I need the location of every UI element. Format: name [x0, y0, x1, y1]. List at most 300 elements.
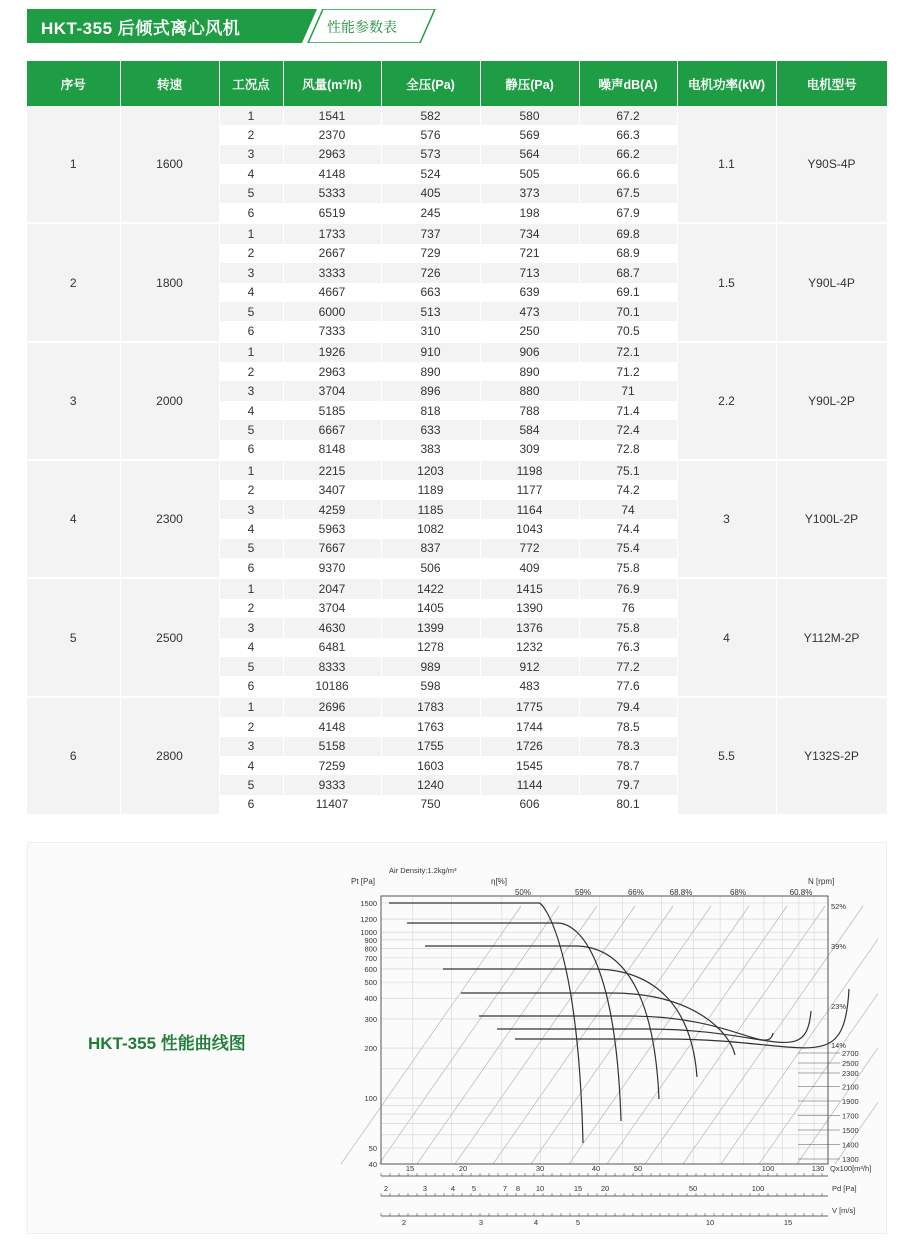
- cell-total-pressure: 818: [381, 401, 480, 420]
- cell-speed: 2300: [120, 460, 219, 578]
- power-percent-label: 23%: [831, 1002, 847, 1011]
- page-title: HKT-355 后倾式离心风机: [41, 19, 241, 38]
- cell-flow: 2667: [283, 244, 381, 263]
- rpm-label: 2100: [842, 1082, 859, 1092]
- cell-flow: 9370: [283, 558, 381, 578]
- cell-noise: 70.5: [579, 321, 677, 341]
- q-axis-label: Qx100[m³/h]: [830, 1164, 872, 1173]
- y-tick-label: 1500: [360, 899, 377, 908]
- cell-noise: 74.2: [579, 480, 677, 499]
- cell-point: 5: [219, 184, 283, 203]
- cell-motor-model: Y90L-4P: [776, 223, 887, 341]
- cell-motor-power: 3: [677, 460, 776, 578]
- pd-tick-label: 8: [515, 1184, 521, 1193]
- pd-tick-label: 5: [471, 1184, 477, 1193]
- cell-noise: 72.1: [579, 342, 677, 362]
- diagonal-line: [531, 906, 711, 1164]
- cell-point: 3: [219, 500, 283, 519]
- cell-motor-model: Y132S-2P: [776, 697, 887, 815]
- cell-motor-power: 1.5: [677, 223, 776, 341]
- diagonal-line: [607, 906, 787, 1164]
- cell-total-pressure: 573: [381, 145, 480, 164]
- cell-flow: 2047: [283, 578, 381, 598]
- cell-total-pressure: 1603: [381, 756, 480, 775]
- cell-motor-power: 1.1: [677, 106, 776, 223]
- cell-point: 4: [219, 283, 283, 302]
- cell-static-pressure: 1390: [480, 599, 579, 618]
- pd-axis-label: Pd [Pa]: [832, 1184, 857, 1193]
- cell-point: 2: [219, 599, 283, 618]
- cell-noise: 68.9: [579, 244, 677, 263]
- cell-point: 1: [219, 342, 283, 362]
- fan-curve: [407, 923, 621, 1121]
- cell-point: 5: [219, 420, 283, 439]
- cell-speed: 2500: [120, 578, 219, 696]
- cell-total-pressure: 1399: [381, 618, 480, 637]
- col-header-flow: 风量(m³/h): [283, 61, 381, 106]
- pd-tick-label: 10: [535, 1184, 545, 1193]
- cell-flow: 5963: [283, 519, 381, 538]
- cell-static-pressure: 890: [480, 362, 579, 381]
- cell-point: 6: [219, 203, 283, 223]
- cell-static-pressure: 1144: [480, 775, 579, 794]
- cell-point: 4: [219, 164, 283, 183]
- cell-flow: 3407: [283, 480, 381, 499]
- cell-total-pressure: 750: [381, 795, 480, 815]
- efficiency-label: 68%: [729, 888, 747, 897]
- cell-noise: 69.8: [579, 223, 677, 243]
- cell-point: 4: [219, 401, 283, 420]
- cell-flow: 3704: [283, 381, 381, 400]
- y-tick-label: 100: [364, 1094, 377, 1104]
- cell-static-pressure: 564: [480, 145, 579, 164]
- y-tick-label: 400: [364, 994, 377, 1004]
- cell-total-pressure: 1240: [381, 775, 480, 794]
- cell-motor-model: Y112M-2P: [776, 578, 887, 696]
- cell-total-pressure: 1189: [381, 480, 480, 499]
- cell-total-pressure: 726: [381, 263, 480, 282]
- cell-total-pressure: 582: [381, 106, 480, 125]
- cell-point: 6: [219, 676, 283, 696]
- air-density-label: Air Density:1.2kg/m³: [389, 866, 457, 875]
- cell-flow: 1733: [283, 223, 381, 243]
- diagonal-line: [379, 906, 559, 1164]
- fan-curve: [461, 993, 735, 1055]
- diagonal-line: [455, 906, 635, 1164]
- cell-point: 3: [219, 263, 283, 282]
- cell-static-pressure: 1232: [480, 638, 579, 657]
- cell-point: 1: [219, 460, 283, 480]
- v-axis-label: V [m/s]: [832, 1206, 856, 1215]
- cell-total-pressure: 383: [381, 440, 480, 460]
- pd-tick-label: 100: [751, 1184, 765, 1193]
- pd-tick-label: 7: [502, 1184, 508, 1193]
- cell-speed: 1600: [120, 106, 219, 223]
- cell-speed: 2000: [120, 342, 219, 460]
- cell-noise: 78.7: [579, 756, 677, 775]
- diagonal-line: [645, 906, 825, 1164]
- pd-tick-label: 50: [688, 1184, 698, 1193]
- efficiency-label: 66%: [627, 888, 645, 897]
- cell-static-pressure: 1376: [480, 618, 579, 637]
- v-tick-label: 15: [783, 1218, 793, 1227]
- cell-static-pressure: 606: [480, 795, 579, 815]
- cell-point: 4: [219, 756, 283, 775]
- cell-noise: 76.9: [579, 578, 677, 598]
- cell-total-pressure: 663: [381, 283, 480, 302]
- cell-static-pressure: 912: [480, 657, 579, 676]
- y-tick-label: 1000: [360, 928, 377, 938]
- table-header-row: [27, 61, 887, 106]
- col-header-speed: 转速: [120, 61, 219, 106]
- cell-no: 3: [27, 342, 120, 460]
- cell-noise: 66.6: [579, 164, 677, 183]
- cell-flow: 4630: [283, 618, 381, 637]
- q-tick-label: 40: [591, 1164, 601, 1173]
- cell-total-pressure: 506: [381, 558, 480, 578]
- cell-noise: 68.7: [579, 263, 677, 282]
- cell-total-pressure: 1763: [381, 717, 480, 736]
- diagonal-line: [417, 906, 597, 1164]
- cell-total-pressure: 1185: [381, 500, 480, 519]
- y-tick-label: 800: [364, 944, 377, 954]
- cell-point: 2: [219, 362, 283, 381]
- cell-point: 1: [219, 106, 283, 125]
- cell-static-pressure: 1415: [480, 578, 579, 598]
- table-row: [27, 578, 887, 598]
- cell-noise: 66.2: [579, 145, 677, 164]
- cell-static-pressure: 734: [480, 223, 579, 243]
- cell-noise: 75.8: [579, 618, 677, 637]
- q-tick-label: 130: [811, 1164, 825, 1173]
- cell-flow: 10186: [283, 676, 381, 696]
- fan-curve: [389, 903, 583, 1143]
- cell-speed: 2800: [120, 697, 219, 815]
- cell-total-pressure: 989: [381, 657, 480, 676]
- cell-static-pressure: 198: [480, 203, 579, 223]
- cell-motor-power: 4: [677, 578, 776, 696]
- cell-static-pressure: 1043: [480, 519, 579, 538]
- cell-static-pressure: 1198: [480, 460, 579, 480]
- cell-motor-model: Y90L-2P: [776, 342, 887, 460]
- cell-noise: 77.2: [579, 657, 677, 676]
- efficiency-label: 60.8%: [789, 888, 813, 897]
- cell-point: 1: [219, 223, 283, 243]
- cell-total-pressure: 890: [381, 362, 480, 381]
- cell-static-pressure: 584: [480, 420, 579, 439]
- cell-static-pressure: 1545: [480, 756, 579, 775]
- cell-noise: 79.4: [579, 697, 677, 717]
- cell-noise: 72.8: [579, 440, 677, 460]
- v-tick-label: 3: [478, 1218, 484, 1227]
- cell-point: 6: [219, 558, 283, 578]
- cell-flow: 2370: [283, 125, 381, 144]
- table-row: [27, 697, 887, 717]
- cell-no: 2: [27, 223, 120, 341]
- cell-static-pressure: 906: [480, 342, 579, 362]
- cell-motor-model: Y90S-4P: [776, 106, 887, 223]
- pd-tick-label: 2: [383, 1184, 389, 1193]
- cell-point: 3: [219, 618, 283, 637]
- cell-point: 6: [219, 795, 283, 815]
- rpm-label: 1700: [842, 1111, 859, 1121]
- q-tick-label: 15: [405, 1164, 415, 1173]
- cell-flow: 11407: [283, 795, 381, 815]
- rpm-label: 1500: [842, 1126, 859, 1135]
- cell-speed: 1800: [120, 223, 219, 341]
- cell-total-pressure: 405: [381, 184, 480, 203]
- cell-static-pressure: 473: [480, 302, 579, 321]
- cell-noise: 67.5: [579, 184, 677, 203]
- cell-flow: 5158: [283, 737, 381, 756]
- cell-static-pressure: 788: [480, 401, 579, 420]
- y-tick-label: 1200: [360, 915, 377, 925]
- cell-noise: 74: [579, 500, 677, 519]
- y-tick-label: 200: [364, 1044, 377, 1054]
- rpm-label: 1400: [842, 1140, 859, 1150]
- col-header-static-pressure: 静压(Pa): [480, 61, 579, 106]
- cell-point: 2: [219, 480, 283, 499]
- cell-total-pressure: 737: [381, 223, 480, 243]
- cell-static-pressure: 1726: [480, 737, 579, 756]
- cell-static-pressure: 569: [480, 125, 579, 144]
- eta-label: η[%]: [491, 877, 508, 886]
- cell-total-pressure: 576: [381, 125, 480, 144]
- cell-total-pressure: 910: [381, 342, 480, 362]
- cell-point: 4: [219, 519, 283, 538]
- cell-point: 5: [219, 657, 283, 676]
- cell-total-pressure: 524: [381, 164, 480, 183]
- cell-flow: 7259: [283, 756, 381, 775]
- cell-noise: 71.2: [579, 362, 677, 381]
- cell-no: 6: [27, 697, 120, 815]
- header-banner: [27, 9, 437, 43]
- cell-no: 4: [27, 460, 120, 578]
- cell-flow: 4667: [283, 283, 381, 302]
- cell-point: 6: [219, 440, 283, 460]
- col-header-total-pressure: 全压(Pa): [381, 61, 480, 106]
- cell-point: 3: [219, 737, 283, 756]
- cell-flow: 7667: [283, 539, 381, 558]
- cell-point: 5: [219, 302, 283, 321]
- cell-total-pressure: 310: [381, 321, 480, 341]
- cell-flow: 4148: [283, 717, 381, 736]
- col-header-motor-power: 电机功率(kW): [677, 61, 776, 106]
- y-tick-label: 40: [368, 1160, 377, 1169]
- rpm-label: 1300: [842, 1155, 859, 1164]
- cell-total-pressure: 1783: [381, 697, 480, 717]
- cell-point: 1: [219, 697, 283, 717]
- table-body: [27, 106, 887, 815]
- y-tick-label: 600: [364, 964, 377, 974]
- v-tick-label: 5: [575, 1218, 581, 1227]
- cell-static-pressure: 309: [480, 440, 579, 460]
- efficiency-label: 68.8%: [669, 888, 693, 897]
- cell-flow: 9333: [283, 775, 381, 794]
- cell-noise: 75.4: [579, 539, 677, 558]
- cell-static-pressure: 1775: [480, 697, 579, 717]
- q-tick-label: 50: [633, 1164, 643, 1173]
- v-tick-label: 2: [401, 1218, 407, 1227]
- cell-flow: 6481: [283, 638, 381, 657]
- cell-noise: 76.3: [579, 638, 677, 657]
- cell-flow: 3704: [283, 599, 381, 618]
- cell-flow: 4259: [283, 500, 381, 519]
- cell-noise: 77.6: [579, 676, 677, 696]
- cell-total-pressure: 633: [381, 420, 480, 439]
- cell-flow: 8333: [283, 657, 381, 676]
- curve-section: [27, 842, 887, 1234]
- rpm-label: 1900: [842, 1097, 859, 1106]
- cell-total-pressure: 896: [381, 381, 480, 400]
- cell-total-pressure: 1082: [381, 519, 480, 538]
- cell-flow: 4148: [283, 164, 381, 183]
- cell-static-pressure: 1177: [480, 480, 579, 499]
- cell-flow: 7333: [283, 321, 381, 341]
- cell-flow: 1926: [283, 342, 381, 362]
- curve-title: HKT-355 性能曲线图: [88, 1034, 246, 1053]
- efficiency-label: 50%: [514, 888, 532, 897]
- cell-point: 5: [219, 775, 283, 794]
- cell-flow: 2963: [283, 145, 381, 164]
- cell-noise: 72.4: [579, 420, 677, 439]
- pd-tick-label: 4: [450, 1184, 456, 1193]
- diagonal-line: [569, 906, 749, 1164]
- cell-noise: 66.3: [579, 125, 677, 144]
- cell-flow: 2696: [283, 697, 381, 717]
- cell-flow: 5185: [283, 401, 381, 420]
- cell-noise: 75.1: [579, 460, 677, 480]
- table-row: [27, 223, 887, 243]
- cell-total-pressure: 837: [381, 539, 480, 558]
- cell-point: 5: [219, 539, 283, 558]
- cell-point: 2: [219, 125, 283, 144]
- table-row: [27, 342, 887, 362]
- q-tick-label: 30: [535, 1164, 545, 1173]
- y-tick-label: 700: [364, 953, 377, 963]
- rpm-axis-label: N [rpm]: [808, 877, 835, 886]
- cell-point: 2: [219, 717, 283, 736]
- cell-point: 1: [219, 578, 283, 598]
- col-header-motor-model: 电机型号: [776, 61, 887, 106]
- cell-noise: 70.1: [579, 302, 677, 321]
- rpm-label: 2700: [842, 1049, 859, 1058]
- cell-static-pressure: 409: [480, 558, 579, 578]
- diagonal-line: [759, 906, 878, 1164]
- col-header-no: 序号: [27, 61, 120, 106]
- pd-tick-label: 15: [573, 1184, 583, 1193]
- cell-noise: 78.5: [579, 717, 677, 736]
- cell-no: 1: [27, 106, 120, 223]
- cell-flow: 6519: [283, 203, 381, 223]
- q-tick-label: 20: [458, 1164, 468, 1173]
- rpm-label: 2300: [842, 1069, 859, 1078]
- page-subtitle: 性能参数表: [327, 19, 397, 35]
- cell-noise: 69.1: [579, 283, 677, 302]
- cell-motor-power: 5.5: [677, 697, 776, 815]
- cell-no: 5: [27, 578, 120, 696]
- cell-noise: 67.2: [579, 106, 677, 125]
- col-header-noise: 噪声dB(A): [579, 61, 677, 106]
- cell-static-pressure: 250: [480, 321, 579, 341]
- rpm-label: 2500: [842, 1059, 859, 1068]
- cell-point: 2: [219, 244, 283, 263]
- cell-static-pressure: 373: [480, 184, 579, 203]
- cell-static-pressure: 580: [480, 106, 579, 125]
- cell-motor-model: Y100L-2P: [776, 460, 887, 578]
- cell-total-pressure: 513: [381, 302, 480, 321]
- performance-table: [27, 61, 888, 816]
- cell-noise: 76: [579, 599, 677, 618]
- cell-static-pressure: 1164: [480, 500, 579, 519]
- y-tick-label: 50: [368, 1143, 377, 1153]
- cell-flow: 1541: [283, 106, 381, 125]
- cell-noise: 71: [579, 381, 677, 400]
- cell-total-pressure: 1755: [381, 737, 480, 756]
- cell-total-pressure: 1203: [381, 460, 480, 480]
- power-percent-label: 52%: [831, 902, 847, 911]
- cell-static-pressure: 721: [480, 244, 579, 263]
- cell-flow: 2963: [283, 362, 381, 381]
- cell-noise: 67.9: [579, 203, 677, 223]
- table-row: [27, 460, 887, 480]
- cell-noise: 78.3: [579, 737, 677, 756]
- cell-flow: 5333: [283, 184, 381, 203]
- cell-noise: 79.7: [579, 775, 677, 794]
- cell-noise: 74.4: [579, 519, 677, 538]
- cell-point: 6: [219, 321, 283, 341]
- q-tick-label: 100: [761, 1164, 775, 1173]
- cell-flow: 3333: [283, 263, 381, 282]
- v-tick-label: 4: [533, 1218, 539, 1227]
- cell-total-pressure: 729: [381, 244, 480, 263]
- cell-total-pressure: 245: [381, 203, 480, 223]
- cell-static-pressure: 713: [480, 263, 579, 282]
- pd-tick-label: 20: [600, 1184, 610, 1193]
- cell-flow: 2215: [283, 460, 381, 480]
- y-axis-label: Pt [Pa]: [351, 877, 376, 886]
- power-percent-label: 14%: [831, 1041, 847, 1050]
- cell-noise: 80.1: [579, 795, 677, 815]
- cell-total-pressure: 1405: [381, 599, 480, 618]
- cell-total-pressure: 1278: [381, 638, 480, 657]
- cell-total-pressure: 598: [381, 676, 480, 696]
- cell-static-pressure: 880: [480, 381, 579, 400]
- v-tick-label: 10: [705, 1218, 715, 1227]
- y-tick-label: 500: [364, 978, 377, 988]
- cell-flow: 6667: [283, 420, 381, 439]
- cell-point: 4: [219, 638, 283, 657]
- cell-noise: 75.8: [579, 558, 677, 578]
- y-tick-label: 900: [364, 935, 377, 945]
- cell-flow: 8148: [283, 440, 381, 460]
- efficiency-label: 59%: [574, 888, 592, 897]
- cell-point: 3: [219, 145, 283, 164]
- cell-flow: 6000: [283, 302, 381, 321]
- pd-tick-label: 3: [422, 1184, 428, 1193]
- power-percent-label: 39%: [831, 942, 847, 951]
- cell-total-pressure: 1422: [381, 578, 480, 598]
- cell-noise: 71.4: [579, 401, 677, 420]
- cell-static-pressure: 483: [480, 676, 579, 696]
- fan-curve: [443, 969, 697, 1077]
- cell-static-pressure: 772: [480, 539, 579, 558]
- y-tick-label: 300: [364, 1014, 377, 1024]
- performance-curve-chart: [318, 851, 878, 1231]
- cell-motor-power: 2.2: [677, 342, 776, 460]
- cell-point: 3: [219, 381, 283, 400]
- cell-static-pressure: 639: [480, 283, 579, 302]
